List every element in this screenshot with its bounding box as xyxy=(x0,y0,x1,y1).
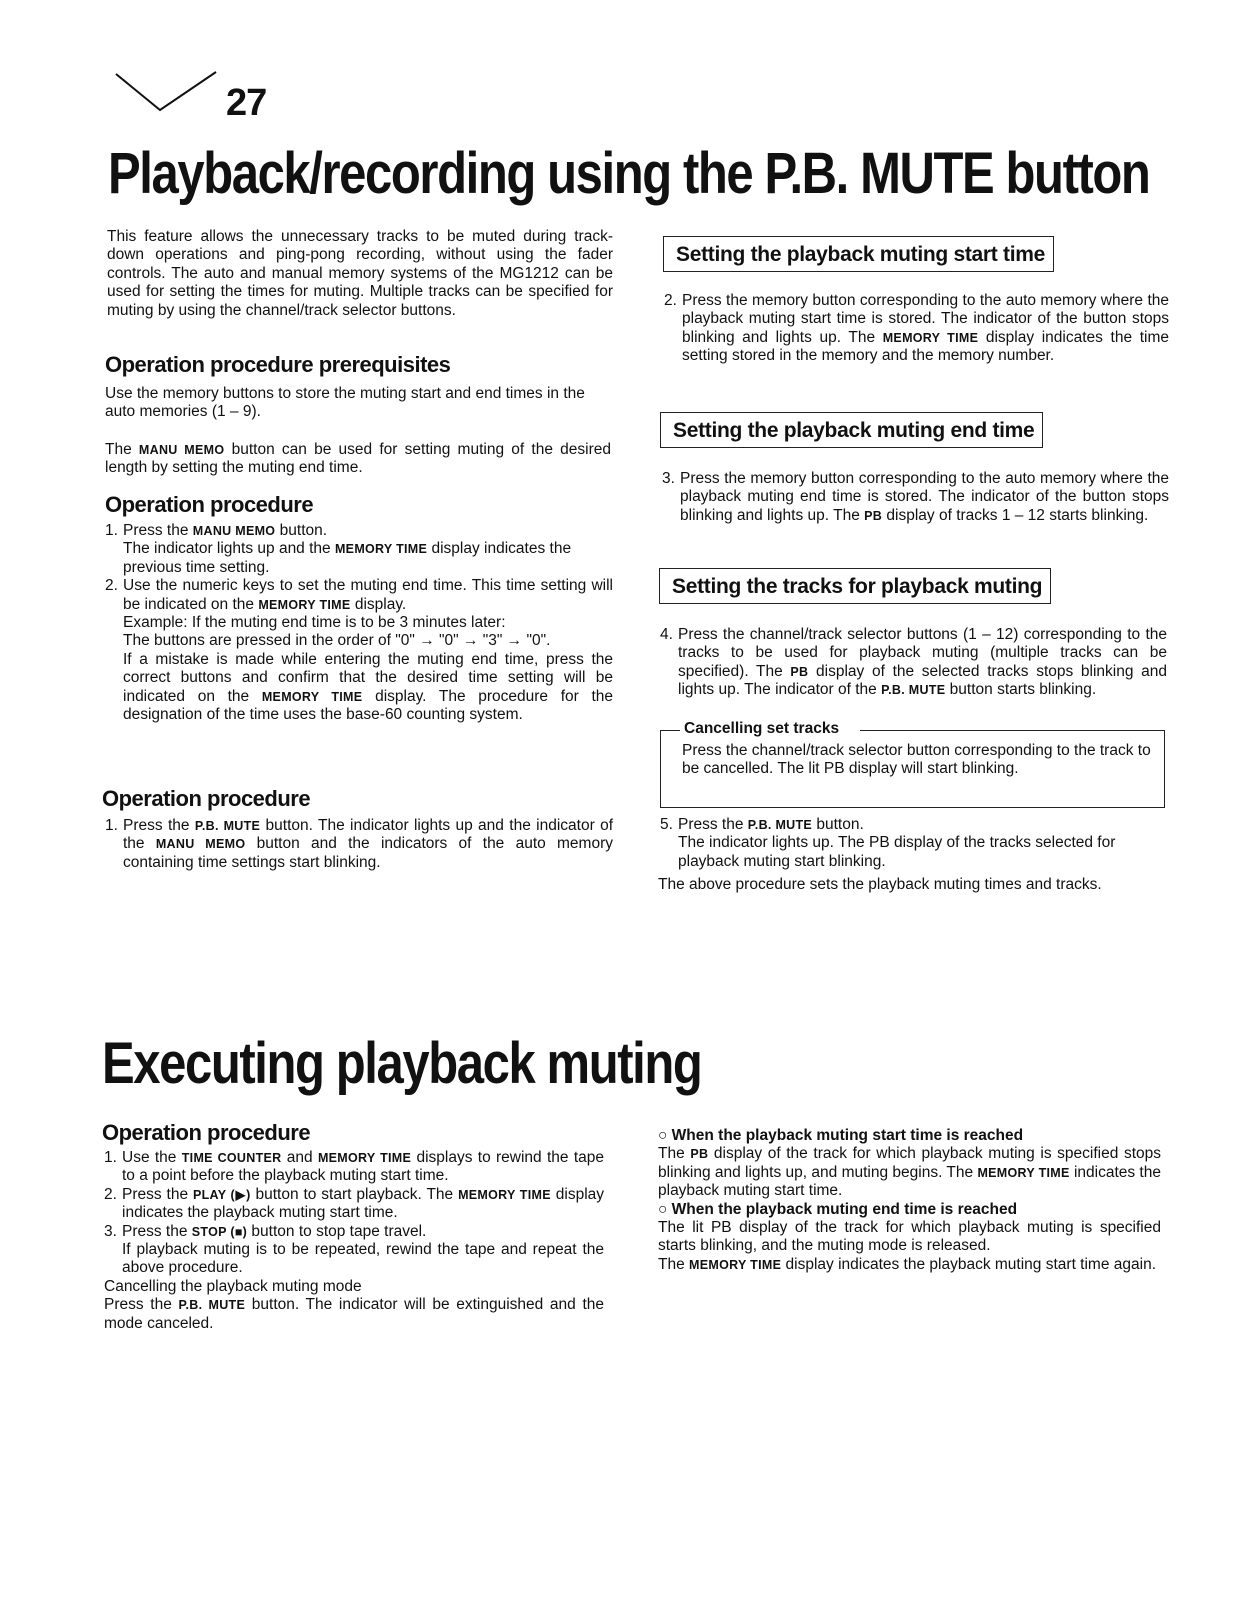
cancel-tracks-box xyxy=(660,720,1165,808)
note-start-text: The PB display of the track for which playback muting is specified stops blinking and lights up, and muting begins. The MEMORY TIME indicates the playback muting start time. xyxy=(658,1145,1162,1200)
list-item: 2. Use the numeric keys to set the muting end time. This time setting will be indicated on the MEMORY TIME display. Example: If the muting end time is to be 3 minutes later: The buttons are pressed in the order of "0" → "0" → "3" → "0". If a mistake is made while entering the muting end time, press the correct buttons and confirm that the desired time setting will be indicated on the MEMORY TIME display. The procedure for the designation of the time uses the base-60 counting system. xyxy=(105,577,613,724)
cancel-mode-text: Press the P.B. MUTE button. The indicator will be extinguished and the mode canceled. xyxy=(104,1296,604,1332)
step-4 xyxy=(660,626,1167,700)
list-item: 2. Press the PLAY (▶) button to start playback. The MEMORY TIME display indicates the playback muting start time. xyxy=(104,1185,605,1222)
setting-end-time-box: Setting the playback muting end time xyxy=(660,412,1043,448)
exec-steps xyxy=(104,1149,604,1333)
step-2 xyxy=(664,292,1169,366)
note-again-text: The MEMORY TIME display indicates the playback muting start time again. xyxy=(658,1255,1156,1273)
list-item: 1. Press the P.B. MUTE button. The indicator lights up and the indicator of the MANU MEMO button and the indicators of the auto memory containing time settings start blinking. xyxy=(105,817,614,871)
note-heading-start: ○ When the playback muting start time is reached xyxy=(658,1127,1024,1144)
list-item: 1. Press the MANU MEMO button. The indicator lights up and the MEMORY TIME display indicates the previous time setting. xyxy=(105,522,572,576)
setting-tracks-box: Setting the tracks for playback muting xyxy=(659,568,1051,604)
list-item: 4. Press the channel/track selector buttons (1 – 12) corresponding to the tracks to be used for playback muting (multiple tracks can be specified). The PB display of the selected tracks stops blinking and lights up. The indicator of the P.B. MUTE button starts blinking. xyxy=(660,626,1168,699)
prerequisites-heading: Operation procedure prerequisites xyxy=(105,352,451,377)
step-5 xyxy=(660,816,1167,871)
step-3 xyxy=(662,470,1169,525)
manu-memo-note: The MANU MEMO button can be used for setting muting of the desired length by setting the muting end time. xyxy=(105,441,612,477)
chevron-logo-icon xyxy=(112,70,222,118)
page-number: 27 xyxy=(226,82,267,124)
exec-procedure-heading: Operation procedure xyxy=(102,1120,311,1145)
list-item: 1. Use the TIME COUNTER and MEMORY TIME displays to rewind the tape to a point before the playback muting start time. xyxy=(104,1149,604,1185)
list-item: 5. Press the P.B. MUTE button. The indicator lights up. The PB display of the tracks selected for playback muting start blinking. xyxy=(660,816,1116,870)
operation-procedure-heading: Operation procedure xyxy=(105,492,314,517)
note-end-text: The lit PB display of the track for which playback muting is specified starts blinking, and the muting mode is released. xyxy=(658,1219,1161,1255)
prerequisites-text: Use the memory buttons to store the muting start and end times in the auto memories (1 – 9). xyxy=(105,385,585,421)
procedure-summary: The above procedure sets the playback muting times and tracks. xyxy=(658,876,1102,893)
cancel-tracks-text: Press the channel/track selector button corresponding to the track to be cancelled. The lit PB display will start blinking. xyxy=(682,742,1151,778)
list-item: 3. Press the STOP (■) button to stop tape travel. If playback muting is to be repeated, rewind the tape and repeat the above procedure. xyxy=(104,1222,604,1277)
procedure-steps-2 xyxy=(105,817,613,872)
setting-start-time-box: Setting the playback muting start time xyxy=(663,236,1054,272)
exec-notes xyxy=(658,1127,1161,1274)
list-item: 2. Press the memory button corresponding to the auto memory where the playback muting start time is stored. The indicator of the button stops blinking and lights up. The MEMORY TIME display indicates the time setting stored in the memory and the memory number. xyxy=(664,292,1169,365)
cancel-tracks-label: Cancelling set tracks xyxy=(684,720,840,737)
note-heading-end: ○ When the playback muting end time is reached xyxy=(658,1200,1018,1218)
page-title: Playback/recording using the P.B. MUTE button xyxy=(108,141,1150,206)
procedure-steps xyxy=(105,522,613,724)
list-item: 3. Press the memory button corresponding to the auto memory where the playback muting end time is stored. The indicator of the button stops blinking and lights up. The PB display of tracks 1 – 12 starts blinking. xyxy=(662,470,1169,524)
operation-procedure-heading-2: Operation procedure xyxy=(102,786,311,811)
section-title-executing: Executing playback muting xyxy=(102,1031,702,1096)
cancel-mode-heading: Cancelling the playback muting mode xyxy=(104,1277,362,1295)
intro-paragraph: This feature allows the unnecessary tracks to be muted during track-down operations and ping-pong recording, without using the fader controls. The auto and manual memory systems of the MG1212 can be used for setting the times for muting. Multiple tracks can be specified for muting by using the channel/track selector buttons. xyxy=(107,228,613,319)
